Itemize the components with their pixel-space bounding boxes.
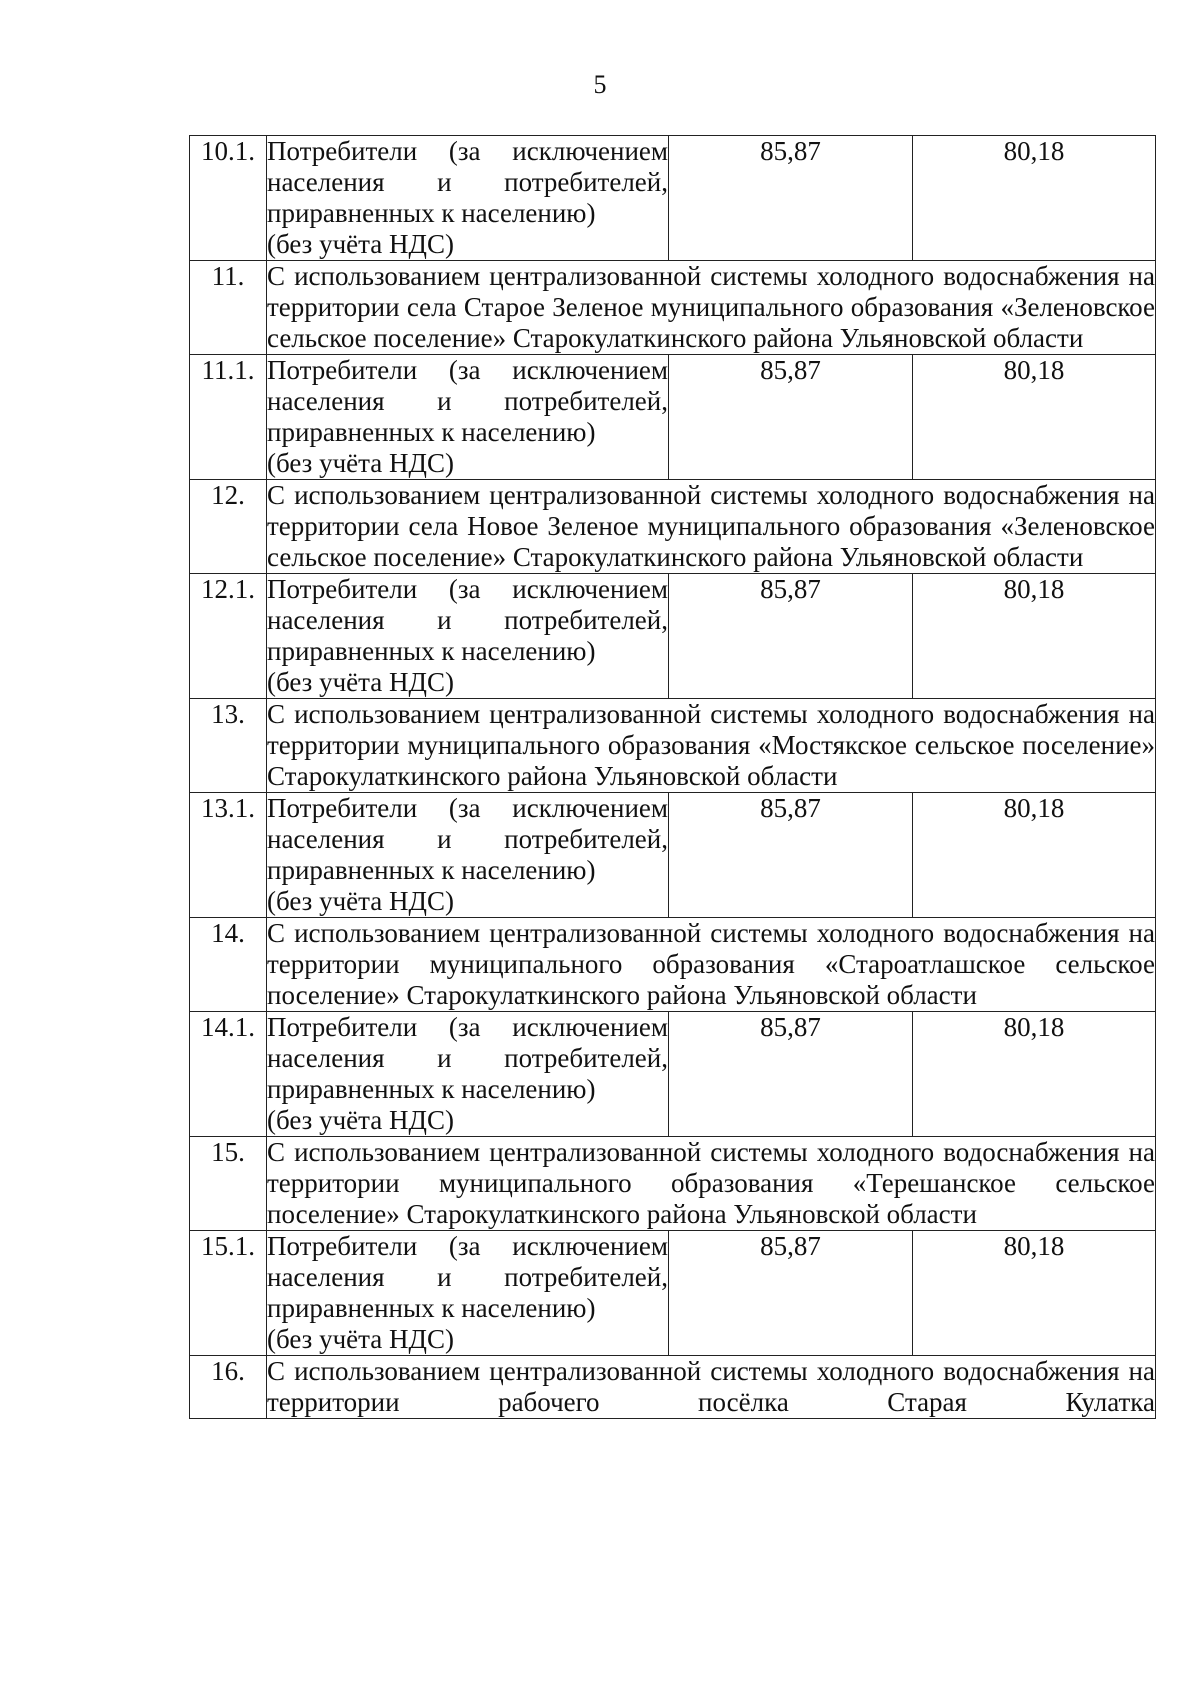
tariff-row bbox=[190, 1231, 1156, 1356]
section-row bbox=[190, 699, 1156, 793]
consumer-category bbox=[267, 136, 669, 261]
tariff-value-first: 85,87 bbox=[669, 136, 913, 261]
consumer-category-line: Потребители (за исключением bbox=[267, 574, 668, 604]
tariff-value-first: 85,87 bbox=[669, 1231, 913, 1356]
tariff-value-second: 80,18 bbox=[913, 1012, 1156, 1137]
row-number: 14.1. bbox=[190, 1012, 267, 1137]
consumer-category-line: (без учёта НДС) bbox=[267, 667, 454, 697]
consumer-category-line: населения и потребителей, bbox=[267, 824, 668, 854]
consumer-category-line: приравненных к населению) bbox=[267, 1074, 596, 1104]
tariff-row bbox=[190, 136, 1156, 261]
section-description: С использованием централизованной системы холодного водоснабжения на территории села Старое Зеленое муниципального образования «Зеленовское сельское поселение» Старокулаткинского района Ульяновской области bbox=[267, 261, 1155, 353]
consumer-category-line: Потребители (за исключением bbox=[267, 1231, 668, 1261]
consumer-category-line: приравненных к населению) bbox=[267, 1293, 596, 1323]
row-number: 16. bbox=[190, 1356, 267, 1419]
section-row bbox=[190, 1137, 1156, 1231]
section-row bbox=[190, 1356, 1156, 1419]
section-row bbox=[190, 480, 1156, 574]
consumer-category-line: населения и потребителей, bbox=[267, 386, 668, 416]
tariff-table-body bbox=[190, 136, 1156, 1419]
tariff-value-first: 85,87 bbox=[669, 355, 913, 480]
section-row bbox=[190, 918, 1156, 1012]
row-number: 11. bbox=[190, 261, 267, 355]
row-number: 13.1. bbox=[190, 793, 267, 918]
section-row bbox=[190, 261, 1156, 355]
row-number: 15.1. bbox=[190, 1231, 267, 1356]
tariff-value-first: 85,87 bbox=[669, 793, 913, 918]
tariff-value-second: 80,18 bbox=[913, 1231, 1156, 1356]
consumer-category bbox=[267, 1012, 669, 1137]
tariff-row bbox=[190, 574, 1156, 699]
consumer-category-line: приравненных к населению) bbox=[267, 855, 596, 885]
row-number: 15. bbox=[190, 1137, 267, 1231]
consumer-category-line: населения и потребителей, bbox=[267, 167, 668, 197]
consumer-category-line: приравненных к населению) bbox=[267, 636, 596, 666]
tariff-row bbox=[190, 793, 1156, 918]
row-number: 13. bbox=[190, 699, 267, 793]
section-description: С использованием централизованной системы холодного водоснабжения на территории муниципального образования «Терешанское сельское поселение» Старокулаткинского района Ульяновской области bbox=[267, 1137, 1155, 1229]
tariff-value-second: 80,18 bbox=[913, 355, 1156, 480]
row-number: 11.1. bbox=[190, 355, 267, 480]
section-description: С использованием централизованной системы холодного водоснабжения на территории муниципального образования «Мостякское сельское поселение» Старокулаткинского района Ульяновской области bbox=[267, 699, 1155, 791]
consumer-category-line: Потребители (за исключением bbox=[267, 355, 668, 385]
consumer-category-line: (без учёта НДС) bbox=[267, 1105, 454, 1135]
consumer-category-line: населения и потребителей, bbox=[267, 1043, 668, 1073]
tariff-value-first: 85,87 bbox=[669, 574, 913, 699]
tariff-row bbox=[190, 355, 1156, 480]
tariff-value-second: 80,18 bbox=[913, 136, 1156, 261]
consumer-category bbox=[267, 355, 669, 480]
consumer-category-line: Потребители (за исключением bbox=[267, 136, 668, 166]
consumer-category-line: (без учёта НДС) bbox=[267, 448, 454, 478]
consumer-category-line: Потребители (за исключением bbox=[267, 793, 668, 823]
consumer-category-line: приравненных к населению) bbox=[267, 417, 596, 447]
section-description: С использованием централизованной системы холодного водоснабжения на территории муниципального образования «Староатлашское сельское поселение» Старокулаткинского района Ульяновской области bbox=[267, 918, 1155, 1010]
consumer-category-line: населения и потребителей, bbox=[267, 1262, 668, 1292]
tariff-value-second: 80,18 bbox=[913, 793, 1156, 918]
tariff-row bbox=[190, 1012, 1156, 1137]
consumer-category bbox=[267, 574, 669, 699]
tariff-value-second: 80,18 bbox=[913, 574, 1156, 699]
consumer-category-line: (без учёта НДС) bbox=[267, 229, 454, 259]
page-number: 5 bbox=[593, 70, 607, 99]
row-number: 12.1. bbox=[190, 574, 267, 699]
consumer-category bbox=[267, 1231, 669, 1356]
row-number: 12. bbox=[190, 480, 267, 574]
tariff-value-first: 85,87 bbox=[669, 1012, 913, 1137]
section-description: С использованием централизованной системы холодного водоснабжения на территории села Новое Зеленое муниципального образования «Зеленовское сельское поселение» Старокулаткинского района Ульяновской области bbox=[267, 480, 1155, 572]
consumer-category-line: (без учёта НДС) bbox=[267, 1324, 454, 1354]
consumer-category-line: (без учёта НДС) bbox=[267, 886, 454, 916]
tariff-table bbox=[189, 135, 1156, 1419]
consumer-category-line: населения и потребителей, bbox=[267, 605, 668, 635]
consumer-category-line: Потребители (за исключением bbox=[267, 1012, 668, 1042]
consumer-category-line: приравненных к населению) bbox=[267, 198, 596, 228]
row-number: 14. bbox=[190, 918, 267, 1012]
row-number: 10.1. bbox=[190, 136, 267, 261]
consumer-category bbox=[267, 793, 669, 918]
section-description: С использованием централизованной системы холодного водоснабжения на территории рабочего посёлка Старая Кулатка bbox=[267, 1356, 1155, 1417]
